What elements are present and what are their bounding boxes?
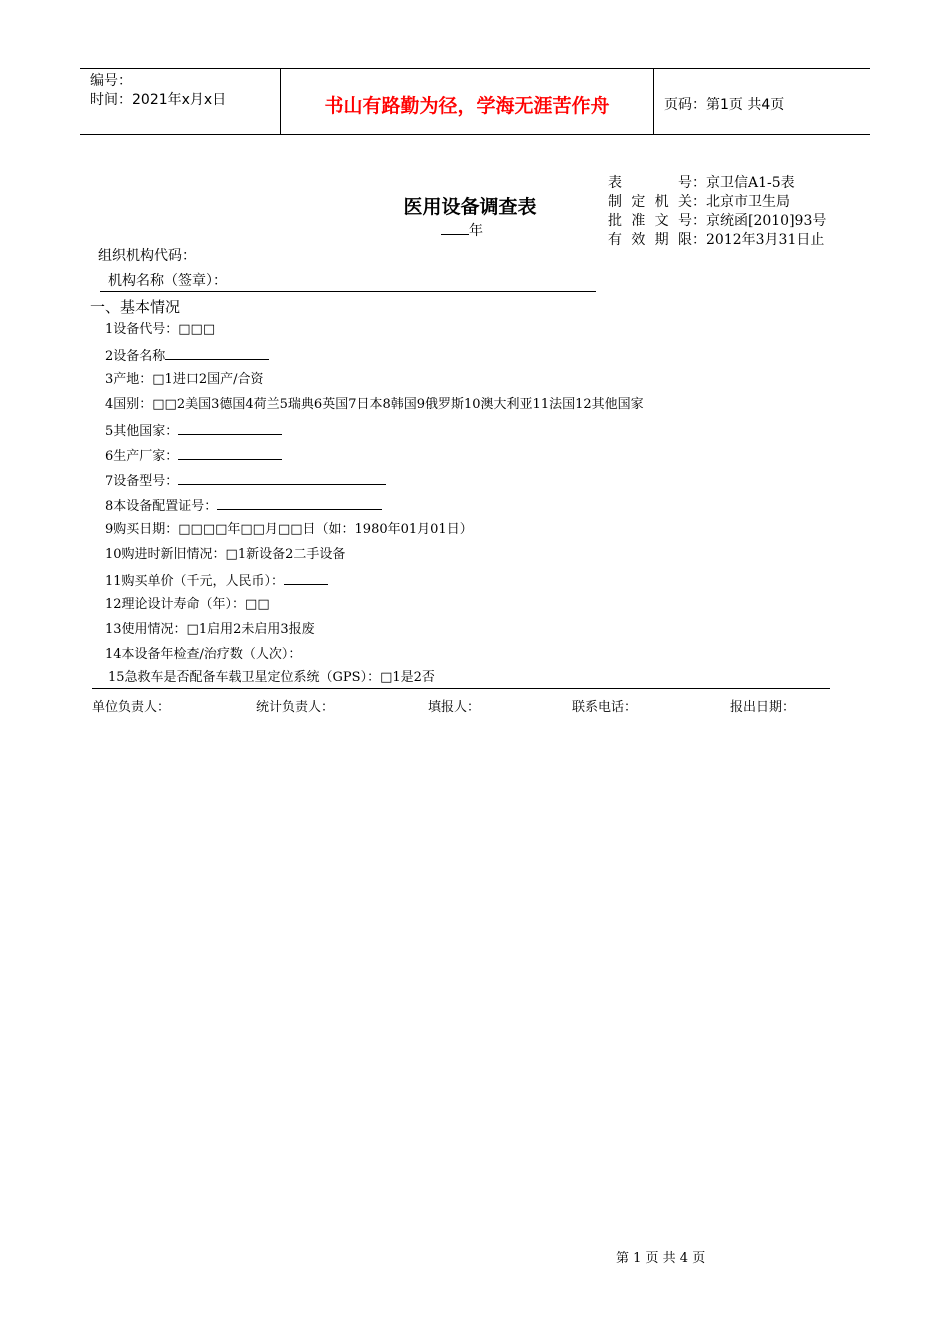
meta-row-validity: 有效期限：2012年3月31日止 — [608, 232, 825, 248]
year-field: 年 — [441, 220, 483, 240]
item-condition: 10购进时新旧情况：□1新设备2二手设备 — [105, 547, 346, 562]
other-country-blank[interactable] — [178, 420, 282, 435]
org-name-field[interactable] — [100, 270, 596, 292]
unit-price-blank[interactable] — [284, 570, 328, 585]
item-other-country: 5其他国家： — [105, 420, 845, 445]
header-info — [80, 69, 281, 134]
page-header — [80, 68, 870, 135]
item-gps: 15急救车是否配备车载卫星定位系统（GPS）：□1是2否 — [92, 668, 830, 689]
stat-head-label: 统计负责人： — [256, 700, 335, 715]
form-meta — [608, 174, 826, 250]
footer-page-number: 第 1 页 共 4 页 — [616, 1251, 706, 1266]
doc-number-label: 编号： — [90, 73, 132, 89]
item-unit-price: 11购买单价（千元，人民币）： — [105, 570, 845, 595]
item-usage: 13使用情况：□1启用2未启用3报废 — [105, 622, 315, 637]
meta-row-authority: 制定机关：北京市卫生局 — [608, 194, 790, 210]
item-purchase-date: 9购买日期：□□□□年□□月□□日（如：1980年01月01日） — [105, 522, 473, 537]
org-name-label: 机构名称（签章）： — [108, 273, 227, 289]
item-model: 7设备型号： — [105, 470, 845, 495]
item-license: 8本设备配置证号： — [105, 495, 845, 520]
section-basic-info: 一、基本情况 — [90, 298, 181, 316]
item-origin: 3产地：□1进口2国产/合资 — [105, 372, 264, 387]
org-code-label: 组织机构代码： — [98, 248, 196, 264]
header-slogan: 书山有路勤为径，学海无涯苦作舟 — [281, 69, 654, 134]
item-list — [105, 320, 845, 670]
unit-head-label: 单位负责人： — [92, 700, 171, 715]
license-blank[interactable] — [217, 495, 382, 510]
item-country: 4国别：□□2美国3德国4荷兰5瑞典6英国7日本8韩国9俄罗斯10澳大利亚11法国12其他国家 — [105, 397, 644, 412]
item-lifespan: 12理论设计寿命（年）：□□ — [105, 597, 270, 612]
manufacturer-blank[interactable] — [178, 445, 282, 460]
header-page-info: 页码：第1页 共4页 — [664, 96, 785, 113]
report-date-label: 报出日期： — [730, 700, 796, 715]
item-device-name: 2设备名称 — [105, 345, 845, 370]
item-device-code: 1设备代号：□□□ — [105, 322, 216, 337]
filler-label: 填报人： — [428, 700, 481, 715]
item-annual-count: 14本设备年检查/治疗数（人次）： — [105, 647, 302, 662]
item-manufacturer: 6生产厂家： — [105, 445, 845, 470]
phone-label: 联系电话： — [572, 700, 638, 715]
model-blank[interactable] — [178, 470, 386, 485]
meta-row-form-number: 表号：京卫信A1-5表 — [608, 175, 795, 191]
page-title: 医用设备调查表 — [403, 196, 537, 218]
signer-row — [92, 696, 832, 716]
year-blank[interactable] — [441, 220, 469, 235]
meta-row-approval: 批准文号：京统函[2010]93号 — [608, 213, 827, 229]
device-name-blank[interactable] — [165, 345, 269, 360]
doc-time-label: 时间：2021年x月x日 — [90, 92, 227, 108]
